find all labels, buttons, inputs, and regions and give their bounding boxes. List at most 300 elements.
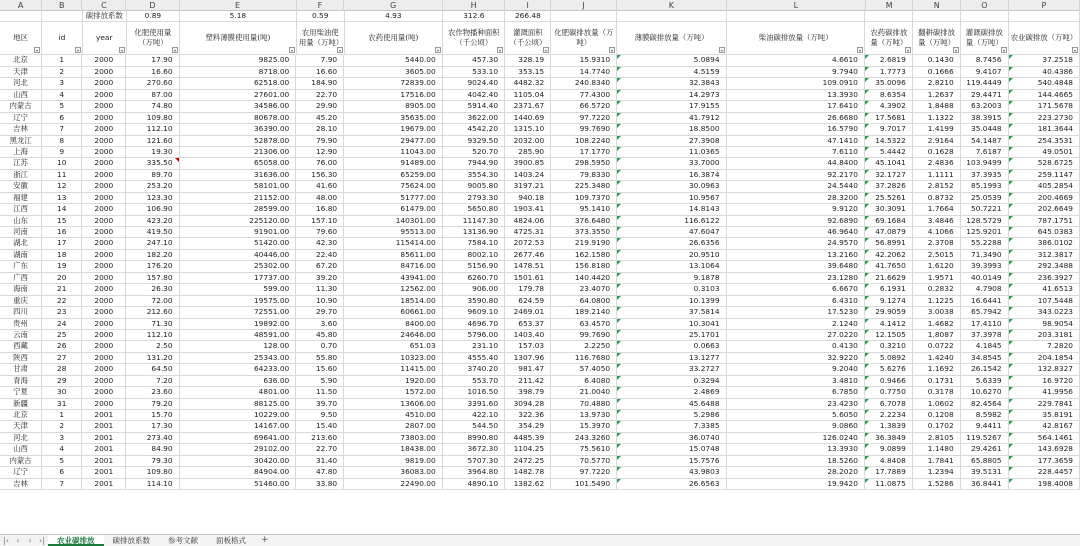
data-cell[interactable] — [0, 261, 42, 271]
data-cell[interactable] — [344, 101, 443, 111]
data-cell[interactable] — [82, 67, 126, 77]
data-cell[interactable] — [727, 216, 865, 226]
column-header-I[interactable]: I — [505, 0, 551, 11]
data-cell[interactable] — [42, 273, 82, 283]
data-cell[interactable] — [865, 341, 913, 351]
data-cell[interactable] — [961, 399, 1009, 409]
data-cell[interactable] — [296, 410, 344, 420]
data-cell[interactable] — [0, 124, 42, 134]
data-cell[interactable] — [443, 353, 505, 363]
data-cell[interactable] — [443, 307, 505, 317]
data-cell[interactable] — [126, 273, 179, 283]
data-cell[interactable] — [551, 261, 617, 271]
data-cell[interactable] — [505, 376, 551, 386]
data-cell[interactable] — [126, 181, 179, 191]
data-cell[interactable] — [913, 456, 961, 466]
data-cell[interactable] — [82, 136, 126, 146]
data-cell[interactable] — [82, 444, 126, 454]
data-cell[interactable] — [344, 181, 443, 191]
data-cell[interactable] — [505, 158, 551, 168]
data-cell[interactable] — [126, 124, 179, 134]
data-cell[interactable] — [126, 238, 179, 248]
data-cell[interactable] — [551, 319, 617, 329]
header-cell[interactable] — [42, 22, 82, 54]
data-cell[interactable] — [1009, 193, 1080, 203]
data-cell[interactable] — [1009, 250, 1080, 260]
data-cell[interactable] — [551, 216, 617, 226]
data-cell[interactable] — [913, 261, 961, 271]
data-cell[interactable] — [551, 78, 617, 88]
coefficient-cell[interactable] — [505, 11, 551, 21]
column-header-K[interactable]: K — [617, 0, 727, 11]
data-cell[interactable] — [727, 158, 865, 168]
data-cell[interactable] — [865, 90, 913, 100]
data-cell[interactable] — [42, 364, 82, 374]
filter-dropdown-icon[interactable] — [1001, 47, 1007, 53]
data-cell[interactable] — [913, 101, 961, 111]
data-cell[interactable] — [1009, 147, 1080, 157]
data-cell[interactable] — [126, 216, 179, 226]
data-cell[interactable] — [617, 147, 726, 157]
data-cell[interactable] — [727, 250, 865, 260]
data-cell[interactable] — [344, 273, 443, 283]
data-cell[interactable] — [551, 364, 617, 374]
sheet-tab-1[interactable]: 碳排放系数 — [112, 536, 150, 545]
data-cell[interactable] — [443, 284, 505, 294]
data-cell[interactable] — [180, 227, 297, 237]
data-cell[interactable] — [617, 170, 726, 180]
data-cell[interactable] — [82, 238, 126, 248]
data-cell[interactable] — [82, 55, 126, 65]
data-cell[interactable] — [551, 399, 617, 409]
data-cell[interactable] — [180, 78, 297, 88]
data-cell[interactable] — [617, 376, 726, 386]
data-cell[interactable] — [1009, 170, 1080, 180]
data-cell[interactable] — [180, 319, 297, 329]
data-cell[interactable] — [617, 353, 726, 363]
header-cell[interactable] — [913, 22, 961, 54]
data-cell[interactable] — [727, 353, 865, 363]
data-cell[interactable] — [126, 147, 179, 157]
data-cell[interactable] — [961, 421, 1009, 431]
filter-dropdown-icon[interactable] — [953, 47, 959, 53]
data-cell[interactable] — [82, 341, 126, 351]
data-cell[interactable] — [1009, 307, 1080, 317]
data-cell[interactable] — [551, 456, 617, 466]
data-cell[interactable] — [0, 170, 42, 180]
data-cell[interactable] — [126, 399, 179, 409]
data-cell[interactable] — [126, 67, 179, 77]
data-cell[interactable] — [727, 421, 865, 431]
data-cell[interactable] — [443, 296, 505, 306]
data-cell[interactable] — [296, 204, 344, 214]
data-cell[interactable] — [42, 113, 82, 123]
data-cell[interactable] — [42, 78, 82, 88]
data-cell[interactable] — [961, 136, 1009, 146]
data-cell[interactable] — [443, 456, 505, 466]
data-cell[interactable] — [42, 456, 82, 466]
data-cell[interactable] — [551, 170, 617, 180]
data-cell[interactable] — [961, 296, 1009, 306]
data-cell[interactable] — [296, 170, 344, 180]
data-cell[interactable] — [961, 479, 1009, 489]
data-cell[interactable] — [961, 124, 1009, 134]
data-cell[interactable] — [82, 387, 126, 397]
data-cell[interactable] — [443, 444, 505, 454]
data-cell[interactable] — [727, 284, 865, 294]
data-cell[interactable] — [727, 170, 865, 180]
data-cell[interactable] — [1009, 113, 1080, 123]
data-cell[interactable] — [505, 341, 551, 351]
data-cell[interactable] — [180, 147, 297, 157]
data-cell[interactable] — [42, 307, 82, 317]
data-cell[interactable] — [296, 399, 344, 409]
data-cell[interactable] — [865, 193, 913, 203]
data-cell[interactable] — [82, 479, 126, 489]
data-cell[interactable] — [505, 193, 551, 203]
data-cell[interactable] — [913, 250, 961, 260]
data-cell[interactable] — [727, 444, 865, 454]
data-cell[interactable] — [0, 479, 42, 489]
data-cell[interactable] — [1009, 433, 1080, 443]
column-header-L[interactable]: L — [727, 0, 866, 11]
data-cell[interactable] — [505, 273, 551, 283]
data-cell[interactable] — [865, 296, 913, 306]
data-cell[interactable] — [0, 456, 42, 466]
data-cell[interactable] — [1009, 284, 1080, 294]
data-cell[interactable] — [296, 67, 344, 77]
data-cell[interactable] — [0, 90, 42, 100]
data-cell[interactable] — [865, 319, 913, 329]
data-cell[interactable] — [617, 399, 726, 409]
data-cell[interactable] — [865, 467, 913, 477]
data-cell[interactable] — [865, 261, 913, 271]
data-cell[interactable] — [344, 67, 443, 77]
data-cell[interactable] — [126, 78, 179, 88]
data-cell[interactable] — [865, 444, 913, 454]
data-cell[interactable] — [296, 273, 344, 283]
data-cell[interactable] — [551, 296, 617, 306]
header-cell[interactable] — [727, 22, 866, 54]
data-cell[interactable] — [865, 67, 913, 77]
data-cell[interactable] — [42, 101, 82, 111]
data-cell[interactable] — [443, 227, 505, 237]
data-cell[interactable] — [617, 136, 726, 146]
data-cell[interactable] — [42, 421, 82, 431]
data-cell[interactable] — [296, 90, 344, 100]
data-cell[interactable] — [913, 55, 961, 65]
data-cell[interactable] — [0, 387, 42, 397]
data-cell[interactable] — [617, 479, 726, 489]
data-cell[interactable] — [617, 296, 726, 306]
data-cell[interactable] — [505, 284, 551, 294]
data-cell[interactable] — [296, 113, 344, 123]
data-cell[interactable] — [913, 147, 961, 157]
data-cell[interactable] — [443, 273, 505, 283]
data-cell[interactable] — [0, 181, 42, 191]
data-cell[interactable] — [1009, 444, 1080, 454]
data-cell[interactable] — [180, 204, 297, 214]
data-cell[interactable] — [344, 456, 443, 466]
comment-marker-icon[interactable] — [175, 158, 179, 162]
data-cell[interactable] — [126, 330, 179, 340]
data-cell[interactable] — [180, 273, 297, 283]
column-header-G[interactable]: G — [344, 0, 443, 11]
data-cell[interactable] — [344, 136, 443, 146]
data-cell[interactable] — [126, 136, 179, 146]
data-cell[interactable] — [126, 421, 179, 431]
data-cell[interactable] — [551, 479, 617, 489]
data-cell[interactable] — [443, 399, 505, 409]
data-cell[interactable] — [505, 136, 551, 146]
data-cell[interactable] — [296, 193, 344, 203]
data-cell[interactable] — [42, 204, 82, 214]
data-cell[interactable] — [180, 296, 297, 306]
coefficient-cell[interactable] — [297, 11, 345, 21]
add-sheet-icon[interactable]: + — [261, 535, 269, 545]
column-header-M[interactable]: M — [866, 0, 914, 11]
data-cell[interactable] — [1009, 353, 1080, 363]
data-cell[interactable] — [82, 319, 126, 329]
data-cell[interactable] — [617, 158, 726, 168]
data-cell[interactable] — [180, 410, 297, 420]
column-header-D[interactable]: D — [126, 0, 179, 11]
data-cell[interactable] — [0, 158, 42, 168]
data-cell[interactable] — [82, 147, 126, 157]
filter-dropdown-icon[interactable] — [337, 47, 343, 53]
data-cell[interactable] — [0, 330, 42, 340]
data-cell[interactable] — [344, 319, 443, 329]
data-cell[interactable] — [1009, 136, 1080, 146]
data-cell[interactable] — [913, 353, 961, 363]
data-cell[interactable] — [1009, 319, 1080, 329]
filter-dropdown-icon[interactable] — [1072, 47, 1078, 53]
data-cell[interactable] — [865, 216, 913, 226]
data-cell[interactable] — [505, 238, 551, 248]
data-cell[interactable] — [913, 341, 961, 351]
data-cell[interactable] — [42, 216, 82, 226]
data-cell[interactable] — [505, 227, 551, 237]
data-cell[interactable] — [961, 456, 1009, 466]
data-cell[interactable] — [961, 353, 1009, 363]
data-cell[interactable] — [126, 227, 179, 237]
data-cell[interactable] — [42, 330, 82, 340]
data-cell[interactable] — [865, 387, 913, 397]
data-cell[interactable] — [126, 456, 179, 466]
data-cell[interactable] — [865, 136, 913, 146]
data-cell[interactable] — [180, 467, 297, 477]
data-cell[interactable] — [551, 181, 617, 191]
data-cell[interactable] — [42, 170, 82, 180]
data-cell[interactable] — [961, 227, 1009, 237]
data-cell[interactable] — [727, 261, 865, 271]
data-cell[interactable] — [913, 181, 961, 191]
data-cell[interactable] — [296, 433, 344, 443]
header-cell[interactable] — [443, 22, 505, 54]
header-cell[interactable] — [345, 22, 444, 54]
data-cell[interactable] — [913, 78, 961, 88]
data-cell[interactable] — [505, 456, 551, 466]
data-cell[interactable] — [344, 238, 443, 248]
data-cell[interactable] — [727, 410, 865, 420]
data-cell[interactable] — [344, 170, 443, 180]
data-cell[interactable] — [617, 113, 726, 123]
data-cell[interactable] — [180, 433, 297, 443]
data-cell[interactable] — [865, 433, 913, 443]
data-cell[interactable] — [180, 479, 297, 489]
data-cell[interactable] — [961, 341, 1009, 351]
data-cell[interactable] — [443, 341, 505, 351]
data-cell[interactable] — [126, 101, 179, 111]
data-cell[interactable] — [727, 296, 865, 306]
data-cell[interactable] — [42, 479, 82, 489]
data-cell[interactable] — [42, 193, 82, 203]
data-cell[interactable] — [180, 124, 297, 134]
data-cell[interactable] — [961, 170, 1009, 180]
data-cell[interactable] — [82, 124, 126, 134]
data-cell[interactable] — [0, 296, 42, 306]
data-cell[interactable] — [913, 421, 961, 431]
coefficient-cell[interactable] — [83, 11, 127, 21]
data-cell[interactable] — [727, 456, 865, 466]
data-cell[interactable] — [1009, 78, 1080, 88]
column-header-O[interactable]: O — [961, 0, 1009, 11]
data-cell[interactable] — [344, 250, 443, 260]
data-cell[interactable] — [0, 238, 42, 248]
data-cell[interactable] — [126, 90, 179, 100]
data-cell[interactable] — [0, 444, 42, 454]
data-cell[interactable] — [865, 364, 913, 374]
data-cell[interactable] — [551, 250, 617, 260]
data-cell[interactable] — [126, 55, 179, 65]
data-cell[interactable] — [617, 204, 726, 214]
data-cell[interactable] — [1009, 410, 1080, 420]
data-cell[interactable] — [180, 216, 297, 226]
data-cell[interactable] — [727, 136, 865, 146]
data-cell[interactable] — [727, 124, 865, 134]
data-cell[interactable] — [727, 330, 865, 340]
data-cell[interactable] — [82, 204, 126, 214]
data-cell[interactable] — [865, 284, 913, 294]
data-cell[interactable] — [443, 67, 505, 77]
data-cell[interactable] — [1009, 341, 1080, 351]
data-cell[interactable] — [296, 364, 344, 374]
data-cell[interactable] — [42, 136, 82, 146]
data-cell[interactable] — [913, 90, 961, 100]
data-cell[interactable] — [865, 78, 913, 88]
data-cell[interactable] — [344, 399, 443, 409]
data-cell[interactable] — [296, 227, 344, 237]
data-cell[interactable] — [344, 158, 443, 168]
data-cell[interactable] — [1009, 204, 1080, 214]
data-cell[interactable] — [82, 78, 126, 88]
header-cell[interactable] — [0, 22, 42, 54]
data-cell[interactable] — [913, 227, 961, 237]
data-cell[interactable] — [961, 55, 1009, 65]
data-cell[interactable] — [505, 296, 551, 306]
data-cell[interactable] — [42, 399, 82, 409]
data-cell[interactable] — [1009, 479, 1080, 489]
data-cell[interactable] — [443, 90, 505, 100]
data-cell[interactable] — [617, 67, 726, 77]
data-cell[interactable] — [961, 90, 1009, 100]
data-cell[interactable] — [443, 387, 505, 397]
coefficient-cell[interactable] — [913, 11, 961, 21]
data-cell[interactable] — [180, 421, 297, 431]
data-cell[interactable] — [0, 307, 42, 317]
data-cell[interactable] — [551, 90, 617, 100]
data-cell[interactable] — [82, 113, 126, 123]
data-cell[interactable] — [617, 124, 726, 134]
data-cell[interactable] — [727, 193, 865, 203]
data-cell[interactable] — [82, 273, 126, 283]
data-cell[interactable] — [443, 124, 505, 134]
data-cell[interactable] — [913, 364, 961, 374]
data-cell[interactable] — [126, 353, 179, 363]
data-cell[interactable] — [617, 273, 726, 283]
data-cell[interactable] — [913, 307, 961, 317]
data-cell[interactable] — [344, 421, 443, 431]
data-cell[interactable] — [617, 433, 726, 443]
data-cell[interactable] — [344, 433, 443, 443]
data-cell[interactable] — [296, 319, 344, 329]
data-cell[interactable] — [505, 467, 551, 477]
data-cell[interactable] — [296, 444, 344, 454]
coefficient-cell[interactable] — [127, 11, 180, 21]
data-cell[interactable] — [443, 433, 505, 443]
data-cell[interactable] — [961, 467, 1009, 477]
data-cell[interactable] — [551, 227, 617, 237]
data-cell[interactable] — [82, 101, 126, 111]
data-cell[interactable] — [961, 78, 1009, 88]
data-cell[interactable] — [961, 364, 1009, 374]
data-cell[interactable] — [126, 307, 179, 317]
data-cell[interactable] — [913, 193, 961, 203]
data-cell[interactable] — [551, 113, 617, 123]
data-cell[interactable] — [865, 330, 913, 340]
data-cell[interactable] — [443, 479, 505, 489]
data-cell[interactable] — [180, 158, 297, 168]
data-cell[interactable] — [126, 158, 179, 168]
data-cell[interactable] — [296, 216, 344, 226]
data-cell[interactable] — [82, 353, 126, 363]
data-cell[interactable] — [296, 158, 344, 168]
data-cell[interactable] — [42, 67, 82, 77]
data-cell[interactable] — [727, 113, 865, 123]
data-cell[interactable] — [865, 158, 913, 168]
data-cell[interactable] — [505, 307, 551, 317]
data-cell[interactable] — [296, 101, 344, 111]
data-cell[interactable] — [82, 90, 126, 100]
data-cell[interactable] — [82, 433, 126, 443]
data-cell[interactable] — [727, 467, 865, 477]
data-cell[interactable] — [961, 433, 1009, 443]
data-cell[interactable] — [727, 238, 865, 248]
data-cell[interactable] — [505, 55, 551, 65]
header-cell[interactable] — [1009, 22, 1080, 54]
data-cell[interactable] — [913, 158, 961, 168]
data-cell[interactable] — [42, 353, 82, 363]
column-header-F[interactable]: F — [297, 0, 345, 11]
data-cell[interactable] — [344, 193, 443, 203]
data-cell[interactable] — [505, 170, 551, 180]
header-cell[interactable] — [865, 22, 913, 54]
header-cell[interactable] — [180, 22, 297, 54]
data-cell[interactable] — [551, 444, 617, 454]
data-cell[interactable] — [443, 193, 505, 203]
data-cell[interactable] — [551, 204, 617, 214]
data-cell[interactable] — [727, 101, 865, 111]
